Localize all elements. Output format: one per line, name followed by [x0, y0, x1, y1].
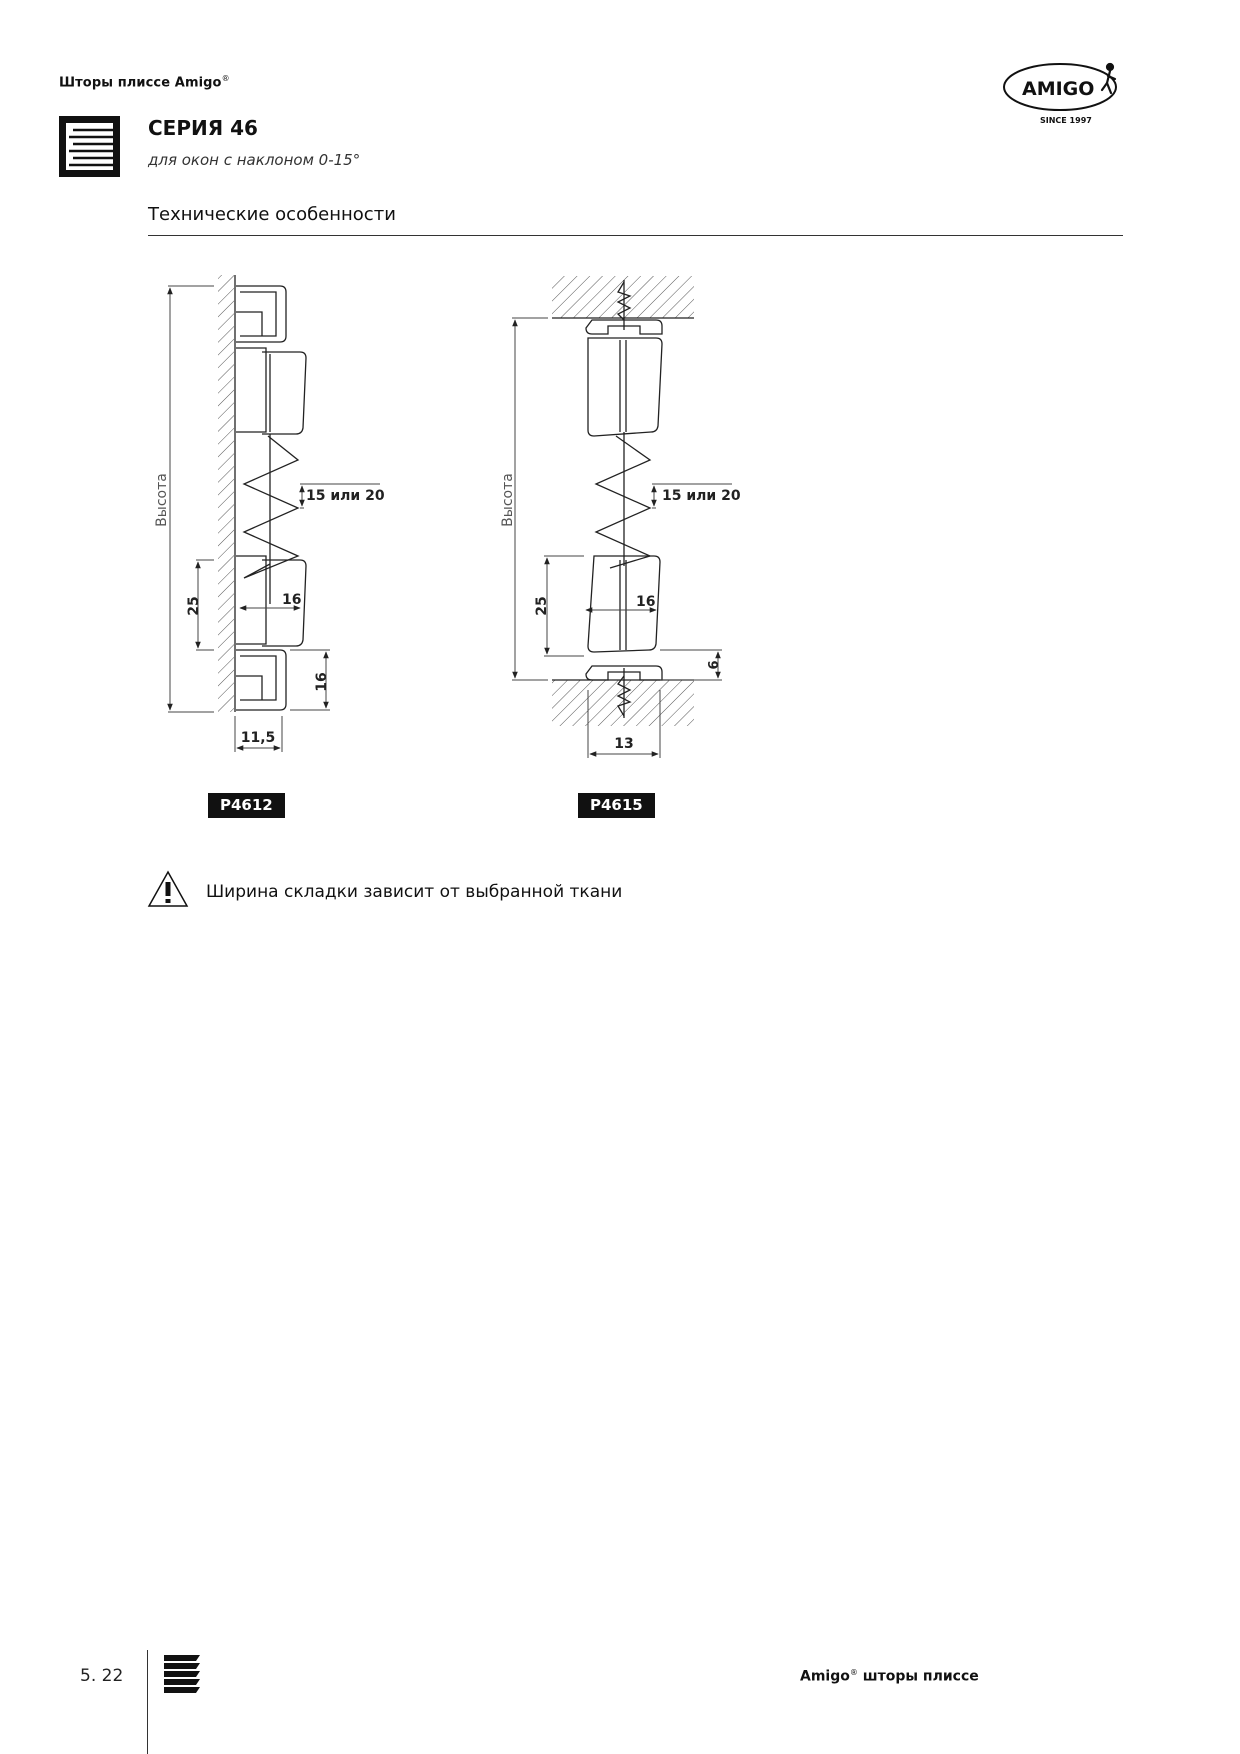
height-label-1: Высота [154, 473, 170, 527]
dim-profile-height-1: 25 [186, 596, 202, 616]
pleat-label-2: 15 или 20 [662, 488, 741, 504]
product-code-p4612: P4612 [208, 793, 285, 818]
page-number: 5. 22 [80, 1666, 124, 1686]
section-title: Технические особенности [148, 204, 396, 225]
brand-line: Шторы плиссе Amigo® [59, 74, 230, 91]
dim-profile-depth-2: 16 [636, 594, 656, 610]
amigo-logo [1002, 57, 1132, 129]
dim-profile-height-2: 25 [534, 596, 550, 616]
dim-width-2: 13 [614, 736, 634, 752]
dim-end-profile-1: 16 [314, 672, 330, 692]
logo-since: SINCE 1997 [1040, 116, 1092, 125]
footer-brand: Amigo® шторы плиссе [800, 1668, 979, 1685]
dim-width-1: 11,5 [240, 730, 276, 746]
drawing-p4612 [218, 275, 306, 712]
warning-triangle-icon [147, 870, 189, 908]
dim-profile-depth-1: 16 [282, 592, 302, 608]
dim-end-offset-2: 6 [707, 660, 722, 670]
series-title: СЕРИЯ 46 [148, 116, 258, 140]
pleated-blind-series-icon [59, 116, 120, 177]
pleat-label-1: 15 или 20 [306, 488, 385, 504]
note-text: Ширина складки зависит от выбранной ткани [206, 882, 623, 902]
footer-divider [147, 1650, 148, 1754]
height-label-2: Высота [500, 473, 516, 527]
pleated-blind-footer-icon [162, 1653, 204, 1693]
section-divider [148, 235, 1123, 236]
series-subtitle: для окон с наклоном 0-15° [148, 151, 361, 169]
logo-name: AMIGO [1022, 78, 1095, 100]
technical-drawings [140, 270, 760, 770]
product-code-p4615: P4615 [578, 793, 655, 818]
